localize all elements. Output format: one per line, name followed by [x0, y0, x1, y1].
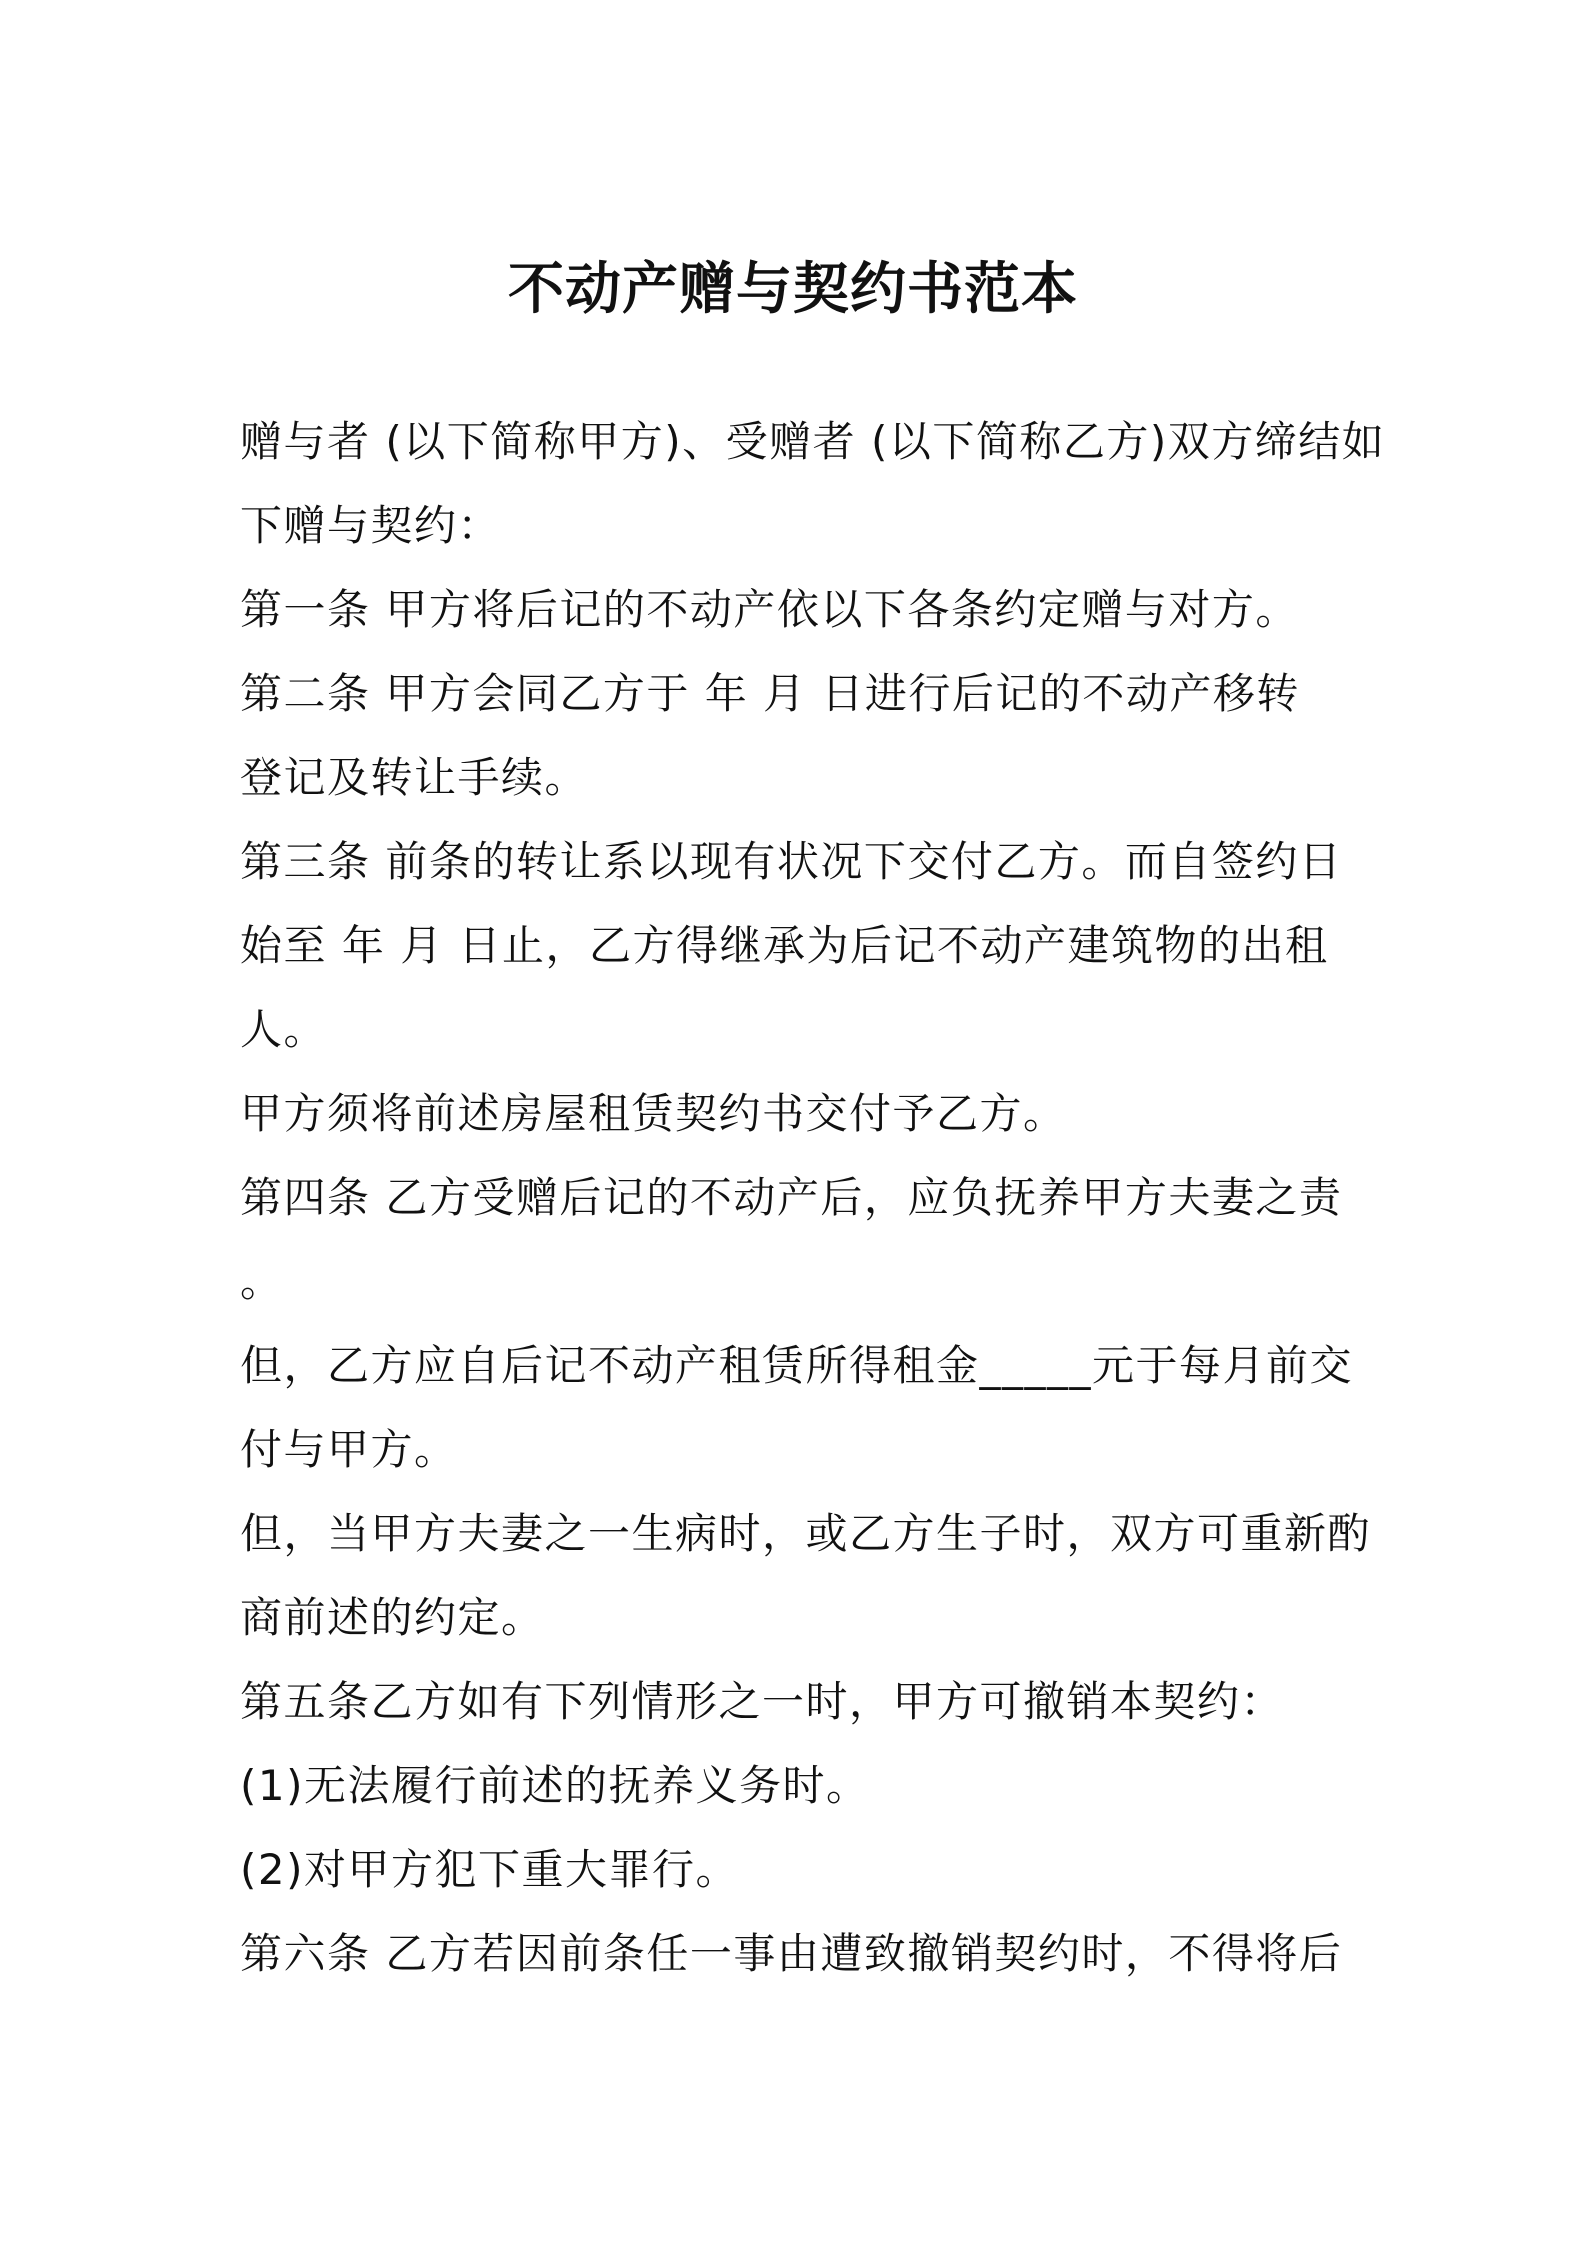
body-line: 第六条 乙方若因前条任一事由遭致撤销契约时，不得将后: [240, 1929, 1343, 1978]
body-line: 始至 年 月 日止，乙方得继承为后记不动产建筑物的出租: [240, 921, 1329, 970]
body-line: 甲方须将前述房屋租赁契约书交付予乙方。: [240, 1089, 1067, 1138]
body-line: 第四条 乙方受赠后记的不动产后，应负抚养甲方夫妻之责: [240, 1173, 1343, 1222]
body-line: 第五条乙方如有下列情形之一时，甲方可撤销本契约：: [240, 1677, 1285, 1726]
body-line: 赠与者 (以下简称甲方)、受赠者 (以下简称乙方)双方缔结如: [240, 417, 1386, 466]
document-title: 不动产赠与契约书范本: [508, 257, 1078, 322]
body-line: 。: [240, 1257, 284, 1306]
body-line: 付与甲方。: [240, 1425, 458, 1474]
body-line: 第二条 甲方会同乙方于 年 月 日进行后记的不动产移转: [240, 669, 1300, 718]
body-line: 但，当甲方夫妻之一生病时，或乙方生子时，双方可重新酌: [240, 1509, 1372, 1558]
body-line: 第一条 甲方将后记的不动产依以下各条约定赠与对方。: [240, 585, 1299, 634]
body-line: (2)对甲方犯下重大罪行。: [240, 1845, 739, 1894]
body-line: 人。: [240, 1005, 328, 1054]
body-line: 登记及转让手续。: [240, 753, 589, 802]
body-line: (1)无法履行前述的抚养义务时。: [240, 1761, 870, 1810]
body-line: 但，乙方应自后记不动产租赁所得租金_____元于每月前交: [240, 1341, 1354, 1390]
document-body: [240, 400, 1386, 1996]
body-line: 第三条 前条的转让系以现有状况下交付乙方。而自签约日: [240, 837, 1343, 886]
body-line: 商前述的约定。: [240, 1593, 545, 1642]
body-line: 下赠与契约：: [240, 501, 502, 550]
